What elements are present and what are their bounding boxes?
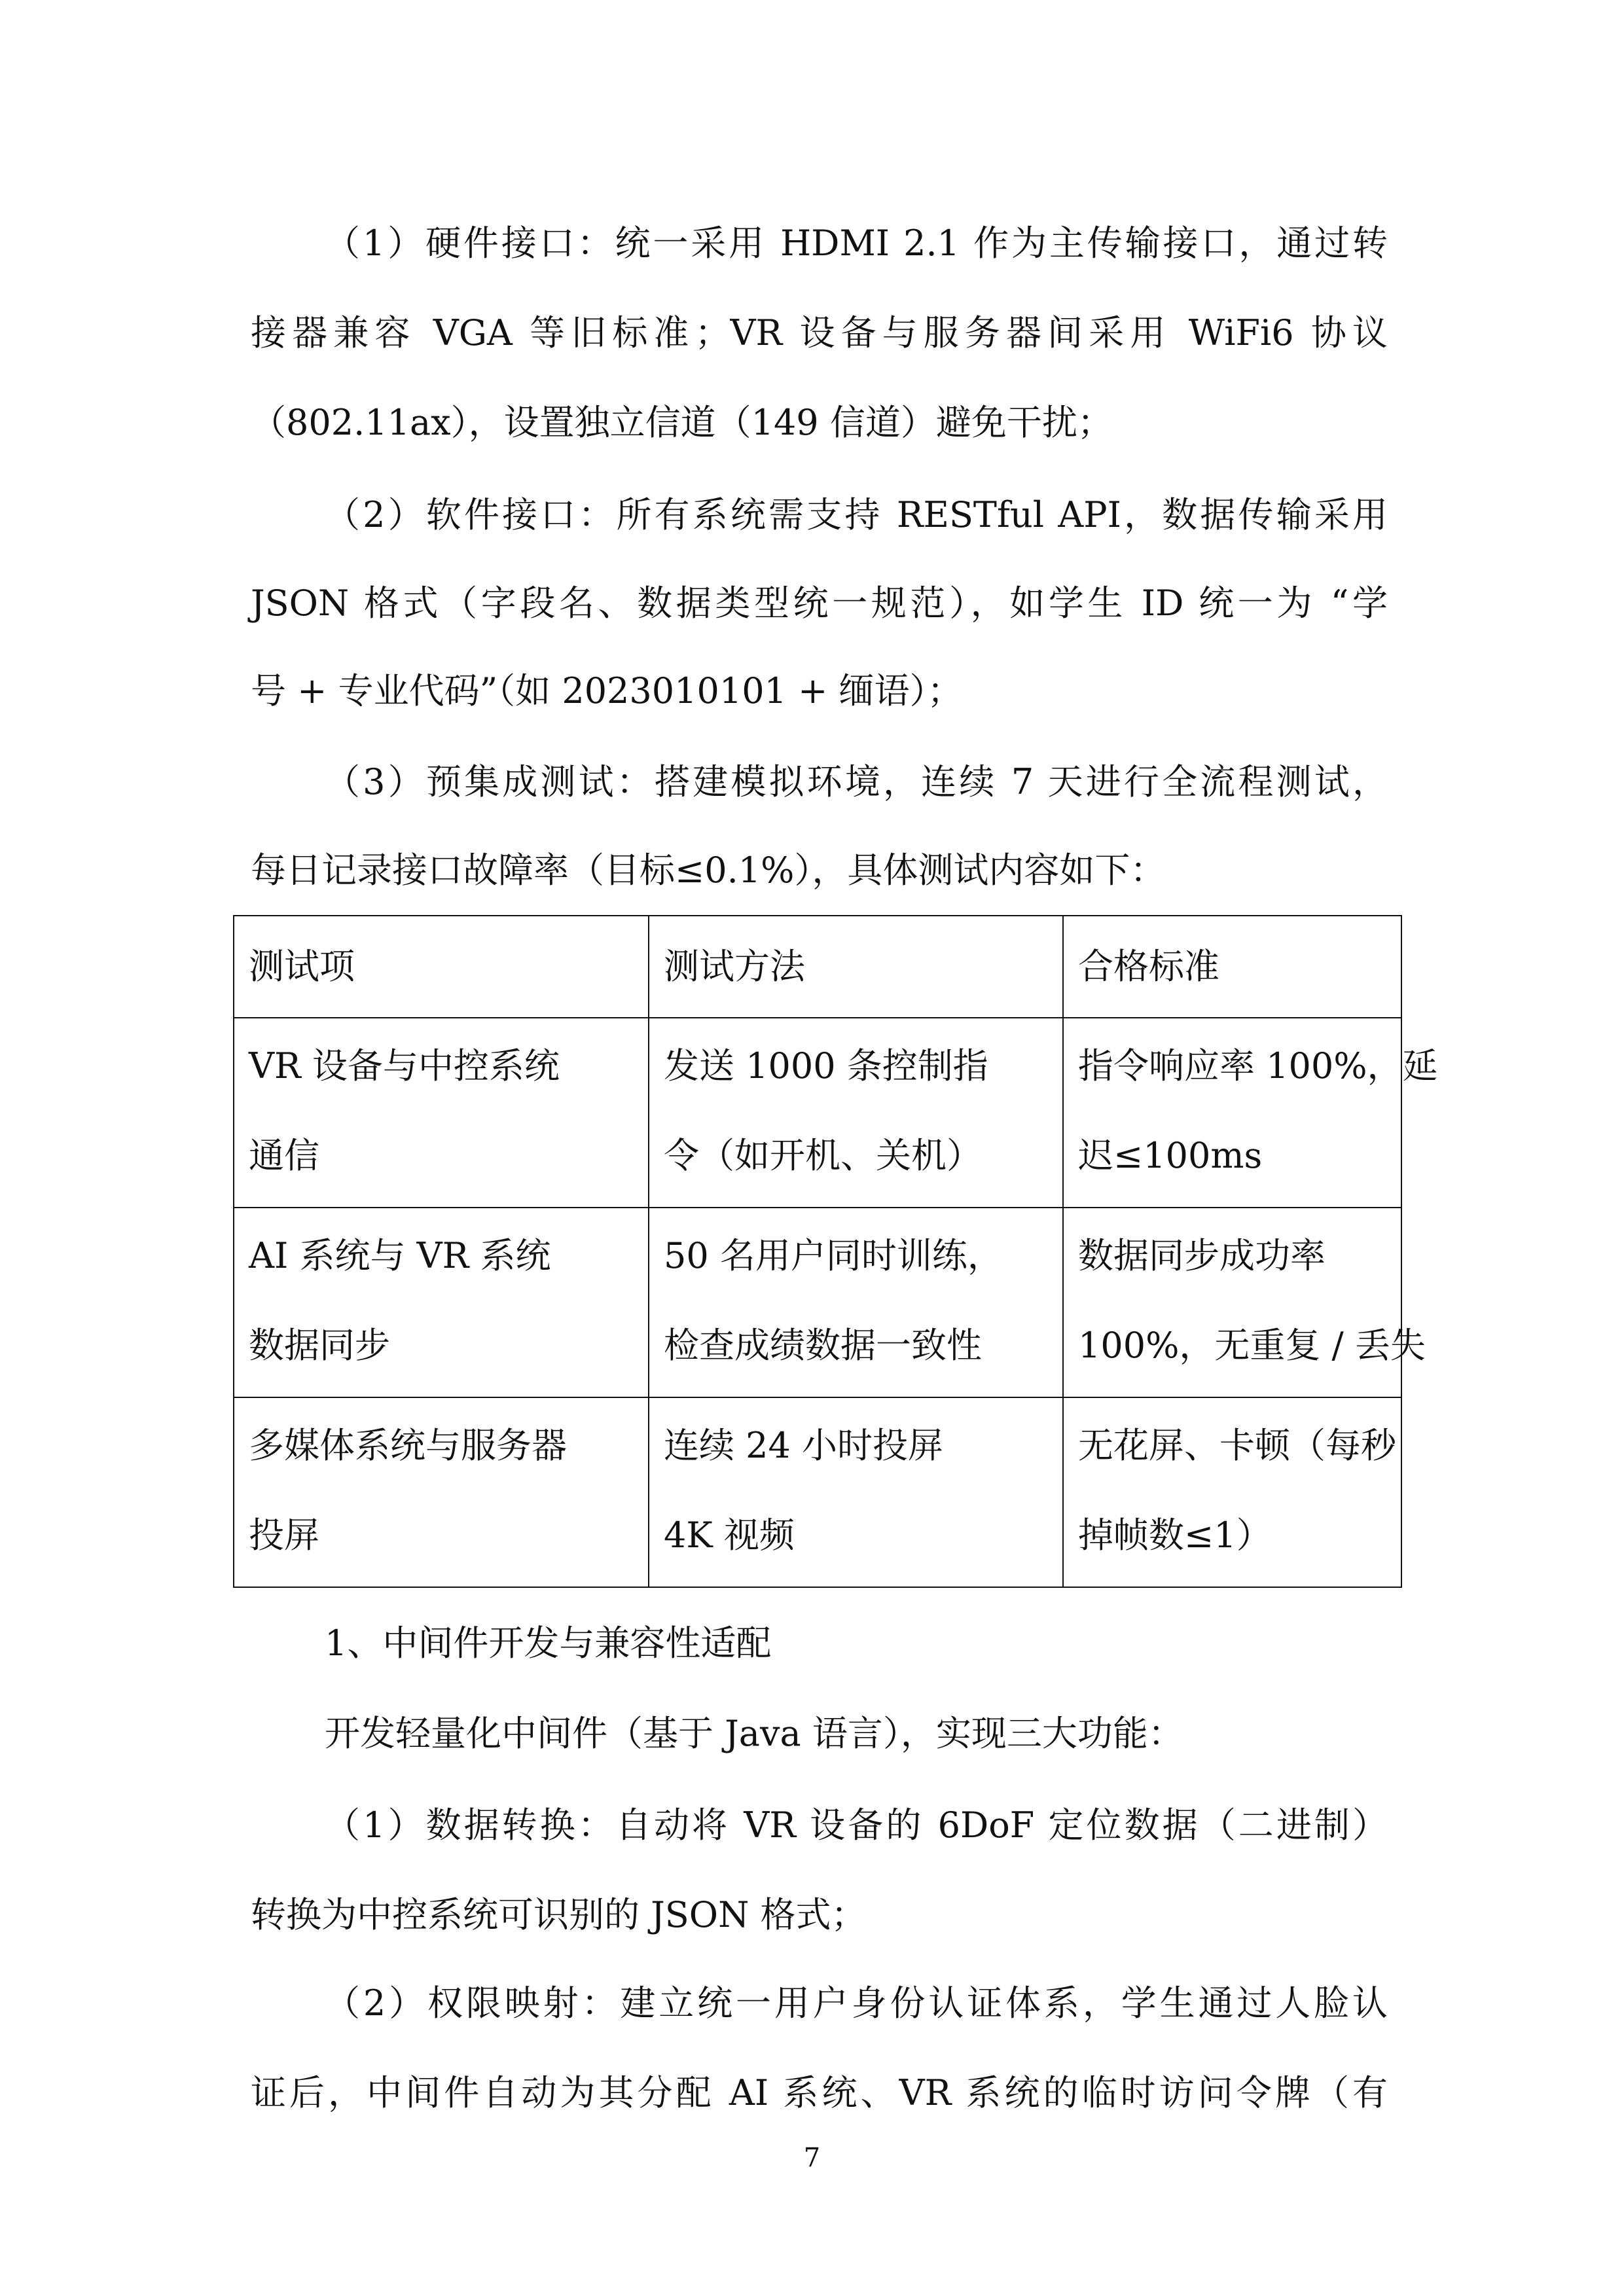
table-cell: [234, 1397, 649, 1587]
text-line: （802.11ax），设置独立信道（149 信道）避免干扰；: [251, 402, 1113, 443]
text-line: JSON 格式（字段名、数据类型统一规范），如学生 ID 统一为 “学: [251, 583, 1388, 624]
table-header: 合格标准: [1063, 916, 1401, 1018]
test-table: [233, 915, 1438, 1588]
cell-line: 多媒体系统与服务器: [249, 1425, 567, 1466]
section-heading: 1、中间件开发与兼容性适配: [325, 1623, 772, 1664]
text-line: （2）权限映射：建立统一用户身份认证体系，学生通过人脸认: [325, 1982, 1388, 2024]
text-line: （1）硬件接口：统一采用 HDMI 2.1 作为主传输接口，通过转: [325, 223, 1388, 264]
table-header: 测试项: [234, 916, 649, 1018]
table-cell: [234, 1208, 649, 1397]
text-line: （3）预集成测试：搭建模拟环境，连续 7 天进行全流程测试，: [325, 761, 1388, 802]
text-line: 接器兼容 VGA 等旧标准；VR 设备与服务器间采用 WiFi6 协议: [251, 312, 1388, 353]
cell-line: 连续 24 小时投屏: [664, 1425, 944, 1466]
cell-line: 检查成绩数据一致性: [664, 1325, 982, 1366]
text-line: 每日记录接口故障率（目标≤0.1%），具体测试内容如下：: [251, 850, 1166, 891]
table-cell: [649, 1208, 1063, 1397]
cell-line: 数据同步: [249, 1325, 390, 1366]
cell-line: 迟≤100ms: [1078, 1135, 1263, 1176]
cell-line: 4K 视频: [664, 1515, 795, 1556]
table-cell: [1063, 1018, 1438, 1208]
table-cell: [649, 1018, 1063, 1208]
cell-line: 指令响应率 100%，延: [1078, 1045, 1438, 1086]
table-cell: [234, 1018, 649, 1208]
cell-line: VR 设备与中控系统: [249, 1045, 560, 1086]
cell-line: 掉帧数≤1）: [1078, 1515, 1272, 1556]
cell-line: 无花屏、卡顿（每秒: [1078, 1425, 1396, 1466]
cell-line: 50 名用户同时训练，: [664, 1235, 1003, 1276]
text-line: 号 + 专业代码”（如 2023010101 + 缅语）；: [251, 670, 963, 711]
table-header: 测试方法: [649, 916, 1063, 1018]
table-cell: [649, 1397, 1063, 1587]
text-line: 开发轻量化中间件（基于 Java 语言），实现三大功能：: [325, 1713, 1183, 1754]
table-row: [234, 1208, 1401, 1397]
cell-line: 投屏: [249, 1515, 319, 1556]
table-header-row: [234, 916, 1401, 1018]
table-row: [234, 1018, 1401, 1208]
page-number: 7: [803, 2143, 821, 2173]
cell-line: 发送 1000 条控制指: [664, 1045, 988, 1086]
cell-line: 100%，无重复 / 丢失: [1078, 1325, 1426, 1366]
cell-line: AI 系统与 VR 系统: [249, 1235, 551, 1276]
cell-line: 数据同步成功率: [1078, 1235, 1326, 1276]
text-line: 转换为中控系统可识别的 JSON 格式；: [251, 1894, 867, 1935]
text-line: （1）数据转换：自动将 VR 设备的 6DoF 定位数据（二进制）: [325, 1804, 1388, 1846]
cell-line: 令（如开机、关机）: [664, 1135, 982, 1176]
table-cell: [1063, 1397, 1401, 1587]
cell-line: 通信: [249, 1135, 319, 1176]
table-row: [234, 1397, 1401, 1587]
text-line: 证后，中间件自动为其分配 AI 系统、VR 系统的临时访问令牌（有: [251, 2072, 1388, 2113]
text-line: （2）软件接口：所有系统需支持 RESTful API，数据传输采用: [325, 494, 1388, 535]
table-cell: [1063, 1208, 1426, 1397]
